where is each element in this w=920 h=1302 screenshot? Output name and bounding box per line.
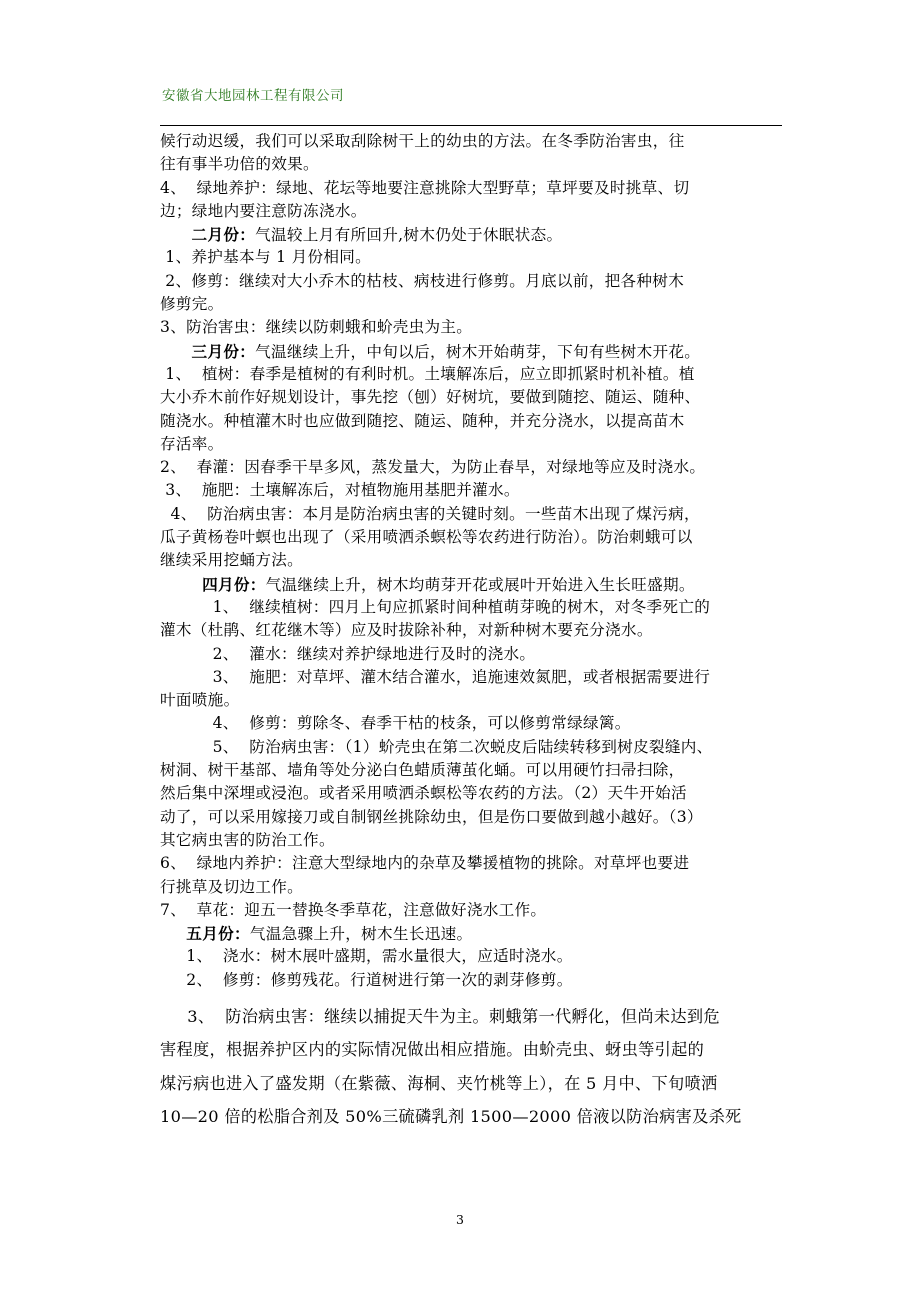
text-line bbox=[160, 1000, 786, 1034]
text-line bbox=[160, 899, 786, 922]
text-line bbox=[160, 316, 786, 339]
text-line bbox=[160, 410, 786, 433]
text-line bbox=[160, 596, 786, 619]
text-line bbox=[160, 363, 786, 386]
text-line bbox=[160, 130, 786, 153]
text-line bbox=[160, 689, 786, 712]
line-indent bbox=[160, 668, 213, 686]
text-line bbox=[160, 177, 786, 200]
line-indent bbox=[160, 714, 213, 732]
line-text: 大小乔木前作好规划设计，事先挖（刨）好树坑，要做到随挖、随运、随种、 bbox=[160, 388, 701, 407]
line-text: 2、 修剪：修剪残花。行道树进行第一次的剥芽修剪。 bbox=[186, 970, 573, 989]
line-text: 动了，可以采用嫁接刀或自制钢丝挑除幼虫，但是伤口要做到越小越好。（3） bbox=[160, 807, 703, 826]
text-line bbox=[160, 1067, 786, 1101]
line-indent bbox=[160, 971, 186, 989]
line-text: 行挑草及切边工作。 bbox=[160, 877, 304, 896]
text-line bbox=[160, 643, 786, 666]
text-line bbox=[160, 852, 786, 875]
line-text: 随浇水。种植灌木时也应做到随挖、随运、随种，并充分浇水，以提高苗木 bbox=[160, 411, 685, 430]
text-line bbox=[160, 223, 786, 246]
text-line bbox=[160, 503, 786, 526]
text-line bbox=[160, 806, 786, 829]
line-indent bbox=[160, 947, 186, 965]
line-indent bbox=[160, 925, 186, 943]
text-line bbox=[160, 340, 786, 363]
line-text: 边；绿地内要注意防冻浇水。 bbox=[160, 201, 367, 220]
text-line bbox=[160, 246, 786, 269]
line-text: 3、 防治病虫害：继续以捕捉天牛为主。刺蛾第一代孵化，但尚未达到危 bbox=[187, 1006, 720, 1026]
line-text: 气温继续上升，树木均萌芽开花或展叶开始进入生长旺盛期。 bbox=[265, 575, 695, 594]
line-text: 3、防治害虫：继续以防刺蛾和蚧壳虫为主。 bbox=[160, 318, 473, 337]
text-line bbox=[160, 1033, 786, 1067]
line-text: 7、 草花：迎五一替换冬季草花，注意做好浇水工作。 bbox=[160, 900, 547, 919]
month-heading: 四月份： bbox=[202, 574, 266, 594]
text-line bbox=[160, 666, 786, 689]
text-line bbox=[160, 153, 786, 176]
line-text: 4、 修剪：剪除冬、春季干枯的枝条，可以修剪常绿绿篱。 bbox=[212, 714, 631, 733]
line-text: 候行动迟缓，我们可以采取刮除树干上的幼虫的方法。在冬季防治害虫，往 bbox=[160, 132, 685, 150]
text-line bbox=[160, 526, 786, 549]
line-text: 1、 浇水：树木展叶盛期，需水量很大，应适时浇水。 bbox=[186, 947, 573, 966]
line-text: 瓜子黄杨卷叶螟也出现了（采用喷洒杀螟松等农药进行防治）。防治刺蛾可以 bbox=[160, 528, 693, 547]
line-text: 10—20 倍的松脂合剂及 50%三硫磷乳剂 1500—2000 倍液以防治病害及杀死 bbox=[160, 1107, 742, 1127]
text-line bbox=[160, 945, 786, 968]
text-line bbox=[160, 386, 786, 409]
line-indent bbox=[160, 1007, 187, 1026]
line-text: 灌木（杜鹃、红花继木等）应及时拔除补种，对新种树木要充分浇水。 bbox=[160, 621, 653, 640]
text-line bbox=[160, 782, 786, 805]
line-text: 继续采用挖蛹方法。 bbox=[160, 551, 304, 570]
text-line bbox=[160, 759, 786, 782]
text-line bbox=[160, 969, 786, 992]
line-text: 气温急骤上升，树木生长迅速。 bbox=[249, 925, 473, 944]
text-line bbox=[160, 876, 786, 899]
text-line bbox=[160, 619, 786, 642]
paragraph-block bbox=[160, 130, 786, 992]
line-text: 其它病虫害的防治工作。 bbox=[160, 830, 335, 849]
line-text: 3、 施肥：土壤解冻后，对植物施用基肥并灌水。 bbox=[165, 481, 520, 500]
document-body bbox=[160, 130, 786, 1134]
text-line bbox=[160, 200, 786, 223]
line-indent bbox=[160, 343, 192, 361]
text-line bbox=[160, 712, 786, 735]
line-indent bbox=[160, 598, 213, 616]
text-line bbox=[160, 549, 786, 572]
line-text: 1、 继续植树：四月上旬应抓紧时间种植萌芽晚的树木，对冬季死亡的 bbox=[212, 597, 711, 616]
line-text: 1、 植树：春季是植树的有利时机。土壤解冻后，应立即抓紧时机补植。植 bbox=[165, 364, 695, 383]
line-text: 4、 绿地养护：绿地、花坛等地要注意挑除大型野草；草坪要及时挑草、切 bbox=[160, 178, 690, 197]
line-text: 害程度，根据养护区内的实际情况做出相应措施。由蚧壳虫、蚜虫等引起的 bbox=[160, 1040, 705, 1060]
text-line bbox=[160, 573, 786, 596]
line-text: 气温较上月有所回升,树木仍处于休眠状态。 bbox=[255, 226, 563, 245]
line-text: 2、修剪：继续对大小乔木的枯枝、病枝进行修剪。月底以前，把各种树木 bbox=[165, 271, 685, 290]
text-line bbox=[160, 1100, 786, 1134]
line-text: 3、 施肥：对草坪、灌木结合灌水，追施速效氮肥，或者根据需要进行 bbox=[212, 667, 711, 686]
header-rule bbox=[160, 125, 782, 126]
text-line bbox=[160, 736, 786, 759]
line-text: 2、 春灌：因春季干旱多风，蒸发量大，为防止春旱，对绿地等应及时浇水。 bbox=[160, 458, 706, 477]
line-text: 树洞、树干基部、墙角等处分泌白色蜡质薄茧化蛹。可以用硬竹扫帚扫除， bbox=[160, 761, 685, 780]
line-indent bbox=[160, 226, 192, 244]
line-text: 1、养护基本与 1 月份相同。 bbox=[165, 248, 372, 267]
line-text: 4、 防治病虫害：本月是防治病虫害的关键时刻。一些苗木出现了煤污病， bbox=[170, 504, 700, 523]
line-text: 往有事半功倍的效果。 bbox=[160, 155, 319, 174]
text-line bbox=[160, 829, 786, 852]
month-heading: 五月份： bbox=[186, 924, 250, 944]
line-text: 煤污病也进入了盛发期（在紫薇、海桐、夹竹桃等上），在 5 月中、下旬喷洒 bbox=[160, 1073, 718, 1093]
text-line bbox=[160, 433, 786, 456]
text-line bbox=[160, 293, 786, 316]
text-line bbox=[160, 922, 786, 945]
page-number: 3 bbox=[456, 1212, 464, 1227]
line-text: 叶面喷施。 bbox=[160, 691, 240, 710]
line-text: 5、 防治病虫害：（1）蚧壳虫在第二次蜕皮后陆续转移到树皮裂缝内、 bbox=[212, 737, 713, 756]
line-text: 2、 灌水：继续对养护绿地进行及时的浇水。 bbox=[212, 644, 536, 663]
line-indent bbox=[160, 645, 213, 663]
text-line bbox=[160, 479, 786, 502]
line-indent bbox=[160, 576, 202, 594]
line-text: 气温继续上升，中旬以后，树木开始萌芽，下旬有些树木开花。 bbox=[255, 342, 701, 361]
line-text: 存活率。 bbox=[160, 434, 224, 453]
month-heading: 三月份： bbox=[191, 341, 256, 361]
paragraph-block-large bbox=[160, 1000, 786, 1134]
company-header: 安徽省大地园林工程有限公司 bbox=[162, 88, 344, 104]
line-indent bbox=[160, 738, 213, 756]
text-line bbox=[160, 270, 786, 293]
line-indent bbox=[160, 505, 171, 523]
line-text: 修剪完。 bbox=[160, 295, 224, 314]
month-heading: 二月份： bbox=[191, 225, 256, 245]
line-text: 然后集中深埋或浸泡。或者采用喷洒杀螟松等农药的方法。（2）天牛开始活 bbox=[160, 784, 687, 803]
line-text: 6、 绿地内养护：注意大型绿地内的杂草及攀援植物的挑除。对草坪也要进 bbox=[160, 854, 690, 873]
text-line bbox=[160, 456, 786, 479]
